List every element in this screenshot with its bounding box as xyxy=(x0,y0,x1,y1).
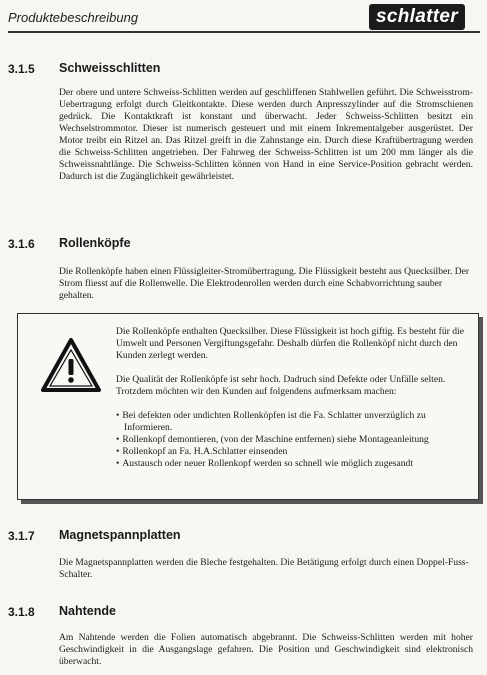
list-item: • Austausch oder neuer Rollenkopf werden so schnell wie möglich zugesandt xyxy=(116,458,468,470)
section-title: Magnetspannplatten xyxy=(59,528,181,542)
section-title: Nahtende xyxy=(59,604,116,618)
schlatter-logo: schlatter xyxy=(369,4,465,30)
section-number: 3.1.7 xyxy=(8,529,35,543)
section-number: 3.1.5 xyxy=(8,62,35,76)
warning-box xyxy=(17,313,479,500)
section-paragraph xyxy=(59,87,473,183)
section-paragraph xyxy=(59,632,473,668)
warning-paragraph: Die Rollenköpfe enthalten Quecksilber. Diese Flüssigkeit ist hoch giftig. Es besteht für die Umwelt und Personen Vergiftungsgefahr. Deshalb dürfen die Rollenköpf nicht durch den Kunden zerlegt werden. xyxy=(116,326,464,361)
page-header xyxy=(0,0,487,34)
warning-paragraph: Trotzdem möchten wir den Kunden auf folgendens aufmerksam machen: xyxy=(116,386,397,397)
section-title: Rollenköpfe xyxy=(59,236,131,250)
warning-triangle-icon xyxy=(40,337,102,393)
list-item: • Rollenkopf demontieren, (von der Maschine entfernen) siehe Montageanleitung xyxy=(116,434,468,446)
header-title: Produktebeschreibung xyxy=(8,10,139,25)
warning-bullet-list xyxy=(116,410,468,470)
section-number: 3.1.8 xyxy=(8,605,35,619)
paragraph-text: Am Nahtende werden die Folien automatisch abgebrannt. Die Schweiss-Schlitten werden mit hoher Geschwindigkeit in die Ausgangslage gefahren. Die Position und Geschwindigkeit sind elektronisch überwacht. xyxy=(59,632,473,667)
list-item: • Bei defekten oder undichten Rollenköpfen ist die Fa. Schlatter unverzüglich zu Informieren. xyxy=(116,410,468,434)
section-paragraph xyxy=(59,266,473,302)
section-title: Schweisschlitten xyxy=(59,61,161,75)
paragraph-text: Die Magnetspannplatten werden die Bleche festgehalten. Die Betätigung erfolgt durch einen Doppel-Fuss-Schalter. xyxy=(59,557,469,580)
section-paragraph xyxy=(59,557,473,581)
paragraph-text: Die Rollenköpfe haben einen Flüssigleiter-Stromübertragung. Die Flüssigkeit besteht aus Quecksilber. Der Strom fliesst auf die Rollenwelle. Die Elektrodenrollen werden durch eine Schabvorrichtung sauber gehalten. xyxy=(59,266,470,301)
warning-text xyxy=(116,326,468,470)
paragraph-text: Der obere und untere Schweiss-Schlitten werden auf geschliffenen Stahlwellen geführt. Die Schweisstrom-Uebertragung erfolgt durch Gleitkontakte. Diese werden durch Anpresszylinder auf die Stromschienen gedrück. Die Kontaktkraft ist konstant und überwacht. Jeder Schweiss-Schlitten besitzt ein Wechselstrommotor. Dieser ist numerisch gesteuert und mit einem Inkrementalgeber ausgerüstet. Der Motor treibt ein Ritzel an. Das Ritzel greift in die Zahnstange ein. Durch diese Kraftübertragung werden die Schweiss-Schlitten angetrieben. Der Fahrweg der Schweiss-Schlitten ist um 200 mm länger als die Schweissnahtlänge. Die Schweiss-Schlitten können von Hand in eine Service-Position gebracht werden. Dadurch ist die Zugänglichkeit gewährleistet. xyxy=(59,87,473,182)
list-item: • Rollenkopf an Fa. H.A.Schlatter einsenden xyxy=(116,446,468,458)
section-number: 3.1.6 xyxy=(8,237,35,251)
warning-paragraph: Die Qualität der Rollenköpfe ist sehr hoch. Dadruch sind Defekte oder Unfälle selten. xyxy=(116,374,446,385)
header-divider xyxy=(8,31,480,33)
